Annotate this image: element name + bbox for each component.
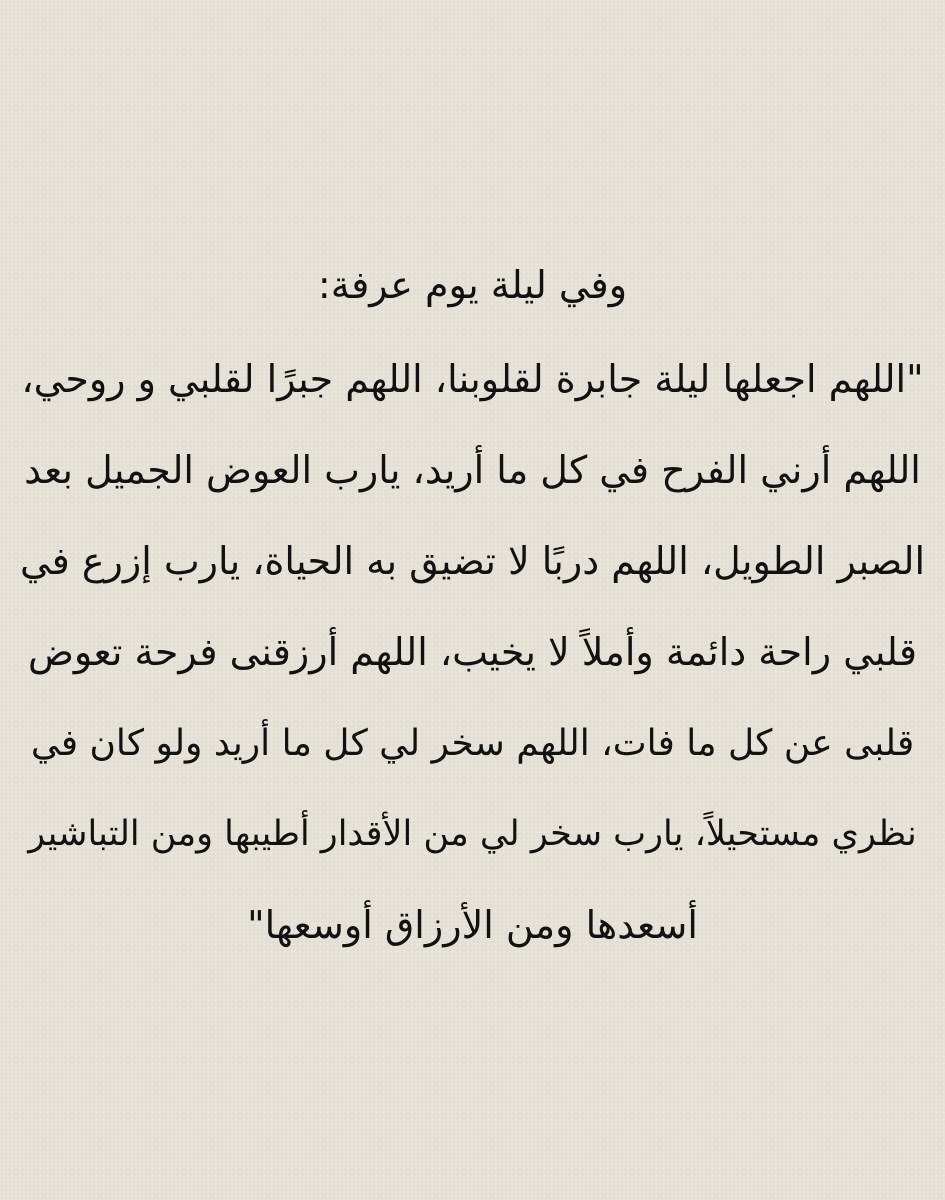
text-line-2: اللهم أرني الفرح في كل ما أريد، يارب العوض الجميل بعد (24, 448, 921, 492)
heading: وفي ليلة يوم عرفة: (317, 263, 628, 307)
text-line-3: الصبر الطويل، اللهم دربًا لا تضيق به الحياة، يارب إزرع في (19, 539, 925, 583)
text-line-5: قلبى عن كل ما فات، اللهم سخر لي كل ما أريد ولو كان في (30, 723, 915, 764)
text-line-1: "اللهم اجعلها ليلة جابرة لقلوبنا، اللهم جبرًا لقلبي و روحي، (21, 357, 924, 401)
text-line-6: نظري مستحيلاً، يارب سخر لي من الأقدار أطيبها ومن التباشير (28, 814, 917, 854)
supplication-text-block (20, 236, 925, 971)
text-line-7: أسعدها ومن الأرزاق أوسعها" (247, 903, 698, 947)
text-line-4: قلبي راحة دائمة وأملاً لا يخيب، اللهم أرزقنى فرحة تعوض (27, 630, 918, 674)
